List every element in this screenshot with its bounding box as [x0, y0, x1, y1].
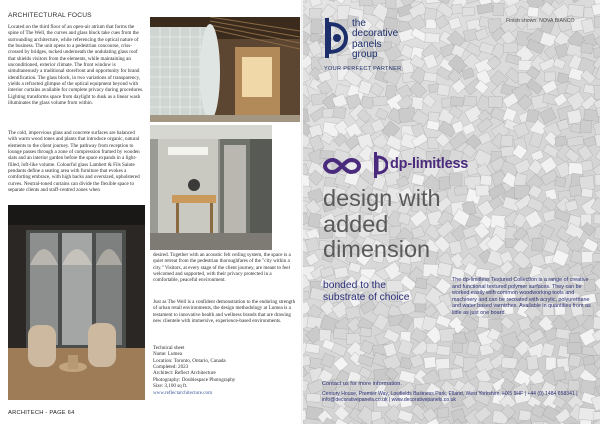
logo-line-3: panels: [352, 38, 382, 50]
texture-tile: [592, 253, 600, 261]
texture-tile: [427, 343, 438, 353]
texture-tile: [348, 262, 361, 273]
texture-tile: [424, 72, 438, 82]
infinity-icon: [323, 156, 361, 176]
texture-tile: [309, 8, 322, 19]
texture-tile: [489, 97, 503, 108]
logo-line-4: group: [352, 48, 378, 60]
dp-logo-icon: [322, 18, 348, 58]
texture-tile: [593, 411, 600, 420]
finish-shown-note: Finish shown: NOVA BIANCO: [506, 18, 575, 24]
texture-tile: [438, 419, 452, 424]
texture-tile: [464, 96, 477, 107]
contact-email[interactable]: info@decorativepanels.co.uk: [322, 397, 388, 404]
texture-tile: [513, 251, 532, 270]
architect-website-link[interactable]: www.reflectarchitecture.com: [153, 390, 213, 396]
texture-tile: [462, 68, 475, 80]
tech-name: Name: Lumea: [153, 351, 182, 358]
headline-line-3: dimension: [323, 236, 431, 262]
texture-tile: [593, 317, 600, 330]
texture-tile: [595, 174, 600, 185]
texture-tile: [529, 132, 543, 148]
texture-tile: [410, 81, 427, 98]
headline-line-1: design with: [323, 185, 441, 211]
texture-tile: [593, 84, 600, 99]
contact-address: Century House, Premier Way, Lowfields Business Park, Elland, West Yorkshire, HX5 9HF: [322, 391, 524, 397]
article-paragraph-4: Just as The Well is a confident demonstration to the enduring strength of urban retail environments, the design methodology at Lumea is a testament to innovative health and wellness brands that are drawing new clientele with immersive, experience-based environments.: [153, 299, 296, 325]
advert-headline: [323, 186, 441, 263]
texture-tile: [528, 159, 543, 175]
texture-tile: [454, 186, 468, 196]
texture-tile: [567, 109, 582, 124]
texture-tile: [345, 306, 360, 319]
texture-tile: [321, 0, 337, 2]
logo-line-2: decorative: [352, 28, 399, 40]
texture-tile: [461, 315, 480, 333]
texture-tile: [439, 176, 451, 189]
texture-tile: [531, 238, 543, 252]
texture-tile: [333, 356, 348, 371]
texture-tile: [527, 7, 539, 18]
texture-tile: [451, 4, 463, 15]
page-footer: ARCHITECH - PAGE 64: [8, 410, 75, 416]
texture-tile: [305, 343, 320, 354]
product-name: dp-limitless: [390, 156, 469, 172]
logo-line-1: the: [352, 18, 366, 29]
texture-tile: [450, 174, 462, 186]
photo-lounge: [8, 205, 145, 400]
subhead-line-1: bonded to the: [323, 280, 386, 291]
texture-tile: [448, 17, 461, 30]
texture-tile: [373, 96, 389, 106]
texture-tile: [594, 226, 600, 240]
texture-tile: [594, 16, 600, 27]
texture-tile: [593, 120, 600, 135]
photo-exam-room: [150, 125, 272, 250]
texture-tile: [358, 354, 374, 367]
texture-tile: [531, 150, 544, 162]
technical-sheet: [153, 345, 298, 389]
advert-subhead: [323, 280, 409, 305]
texture-tile: [435, 15, 449, 29]
texture-tile: [518, 317, 532, 331]
texture-tile: [581, 160, 593, 172]
texture-tile: [375, 108, 388, 120]
article-paragraph-1: Located on the third floor of an open-air atrium that forms the spine of The Well, the curves and glass block take cues from the surrounding architecture, while referencing the optical nature of the business. The unit opens to a pedestrian concourse, criss-crossed by bridges, tucked underneath the undulating glass roof that shields visitors from the elements, while maintaining an unconditioned, exterior climate. The front window is simultaneously a traditional storefront and opportunity for brand identification. The glass block, in two variations of transparency, yields a refracted glimpse of the optical equipment beyond with interior curtains available for complete privacy during procedures. Lighting transforms space from daylight to dusk as a linear wash illuminates the glass volume from within.: [8, 24, 144, 107]
texture-tile: [577, 145, 592, 161]
tech-photography: Photography: Doublespace Photography: [153, 376, 236, 383]
texture-tile: [579, 419, 591, 424]
advert-body-copy: The dp-limitless Textured Collection is a range of creative and functional textured polymer surfaces. They can be worked easily with common woodworking tools and machinery and can be recoated with acrylic, polyurethane and water based varnishes. Available in quantities from as little as just one board.: [452, 277, 591, 316]
texture-tile: [422, 94, 436, 108]
texture-tile: [398, 410, 414, 423]
texture-tile: [398, 107, 415, 123]
texture-tile: [546, 357, 556, 370]
article-paragraph-2: The cold, impervious glass and concrete surfaces are balanced with warm wood tones and plants that introduce organic, natural elements to the client journey. The pathway from reception to lounge passes through a zone of compression framed by wooden slats and an interior garden before the space expands in a light-filled, loft-like volume. Colourful glass Lambert & Fils Sainte pendants define a seating area with furniture that evokes a comforting embrace, with high backs and oversized, upholstered curves. Neutral-toned curtains can divide the flexible space to separate clients and staff-centred zones when: [8, 130, 140, 194]
texture-tile: [595, 133, 600, 146]
texture-tile: [334, 267, 348, 279]
texture-tile: [569, 185, 582, 197]
texture-tile: [552, 367, 565, 381]
tech-location: Location: Toronto, Ontario, Canada: [153, 357, 226, 364]
contact-address-block: Century House, Premier Way, Lowfields Business Park, Elland, West Yorkshire, HX5 9HF | +44 (0) 1484 658341 | info@decorativepanels.co.uk | www.decorativepanels.co.uk: [322, 391, 578, 404]
tech-architect: Architect: Reflect Architecture: [153, 370, 216, 377]
texture-tile: [504, 43, 518, 53]
texture-tile: [580, 120, 592, 133]
texture-tile: [595, 149, 600, 165]
texture-tile: [303, 109, 310, 124]
texture-tile: [452, 343, 462, 352]
texture-tile: [591, 262, 600, 280]
contact-website[interactable]: www.decorativepanels.co.uk: [391, 397, 456, 404]
texture-tile: [437, 2, 455, 18]
texture-tile: [568, 380, 580, 391]
tech-size: Size: 3,100 sq ft.: [153, 383, 188, 390]
texture-tile: [477, 118, 493, 133]
texture-tile: [437, 407, 449, 418]
texture-tile: [415, 278, 427, 289]
texture-tile: [360, 327, 372, 337]
texture-tile: [568, 354, 581, 367]
texture-tile: [303, 68, 311, 87]
texture-tile: [579, 176, 594, 191]
texture-tile: [554, 0, 569, 4]
texture-tile: [306, 393, 320, 402]
texture-tile: [308, 40, 323, 56]
texture-tile: [437, 84, 450, 96]
texture-tile: [410, 354, 424, 368]
texture-tile: [580, 43, 593, 54]
texture-tile: [566, 317, 580, 331]
texture-tile: [450, 96, 463, 106]
texture-tile: [476, 185, 490, 196]
texture-tile: [436, 315, 451, 328]
texture-tile: [553, 58, 566, 69]
headline-line-2: added: [323, 210, 389, 237]
logo-tagline: YOUR PERFECT PARTNER: [324, 66, 402, 72]
texture-tile: [303, 366, 308, 380]
texture-tile: [462, 123, 476, 135]
texture-tile: [462, 7, 475, 16]
subhead-line-2: substrate of choice: [323, 292, 410, 304]
texture-tile: [567, 342, 582, 353]
texture-tile: [308, 0, 322, 7]
texture-tile: [424, 357, 437, 369]
tech-completed: Completed: 2023: [153, 364, 189, 371]
texture-tile: [399, 263, 412, 274]
texture-tile: [526, 355, 538, 370]
texture-tile: [542, 197, 558, 212]
texture-tile: [542, 80, 558, 94]
tech-heading: Technical sheet: [153, 345, 185, 351]
contact-prompt: Contact us for more information.: [322, 381, 402, 387]
texture-tile: [595, 383, 600, 396]
texture-tile: [545, 72, 556, 81]
texture-tile: [581, 188, 593, 197]
texture-tile: [557, 119, 569, 131]
texture-tile: [449, 240, 462, 254]
logo-wordmark: [352, 19, 398, 60]
texture-tile: [303, 0, 307, 4]
texture-tile: [334, 406, 349, 421]
texture-tile: [578, 407, 595, 421]
texture-tile: [332, 106, 346, 119]
contact-phone: +44 (0) 1484 658341: [527, 391, 575, 397]
texture-tile: [541, 343, 554, 358]
texture-tile: [425, 33, 440, 44]
texture-tile: [555, 177, 567, 188]
texture-tile: [581, 18, 595, 33]
texture-tile: [437, 346, 451, 356]
article-paragraph-3: desired. Together with an acoustic felt ceiling system, the space is a quiet retreat from the pedestrian thoroughfares of the "city within a city." Visitors, at every stage of the client journey, are meant to feel welcomed and supported, with their privacy protected in a comfortable, peaceful environment.: [153, 252, 291, 284]
texture-tile: [568, 4, 585, 17]
texture-tile: [567, 136, 584, 146]
texture-tile: [450, 368, 464, 380]
texture-tile: [583, 355, 595, 366]
texture-tile: [539, 224, 554, 239]
texture-tile: [595, 291, 600, 306]
texture-tile: [437, 262, 452, 277]
texture-tile: [303, 291, 310, 301]
dp-product-icon: [372, 152, 388, 178]
texture-tile: [411, 174, 425, 186]
texture-tile: [477, 3, 494, 14]
texture-tile: [540, 107, 557, 124]
texture-tile: [480, 175, 492, 186]
texture-tile: [501, 135, 513, 146]
texture-tile: [569, 0, 584, 3]
texture-tile: [594, 214, 600, 224]
texture-tile: [593, 47, 600, 57]
texture-tile: [583, 238, 599, 253]
section-label: ARCHITECTURAL FOCUS: [8, 12, 92, 19]
texture-tile: [501, 146, 515, 157]
texture-tile: [493, 3, 504, 16]
photo-storefront: [150, 17, 300, 122]
